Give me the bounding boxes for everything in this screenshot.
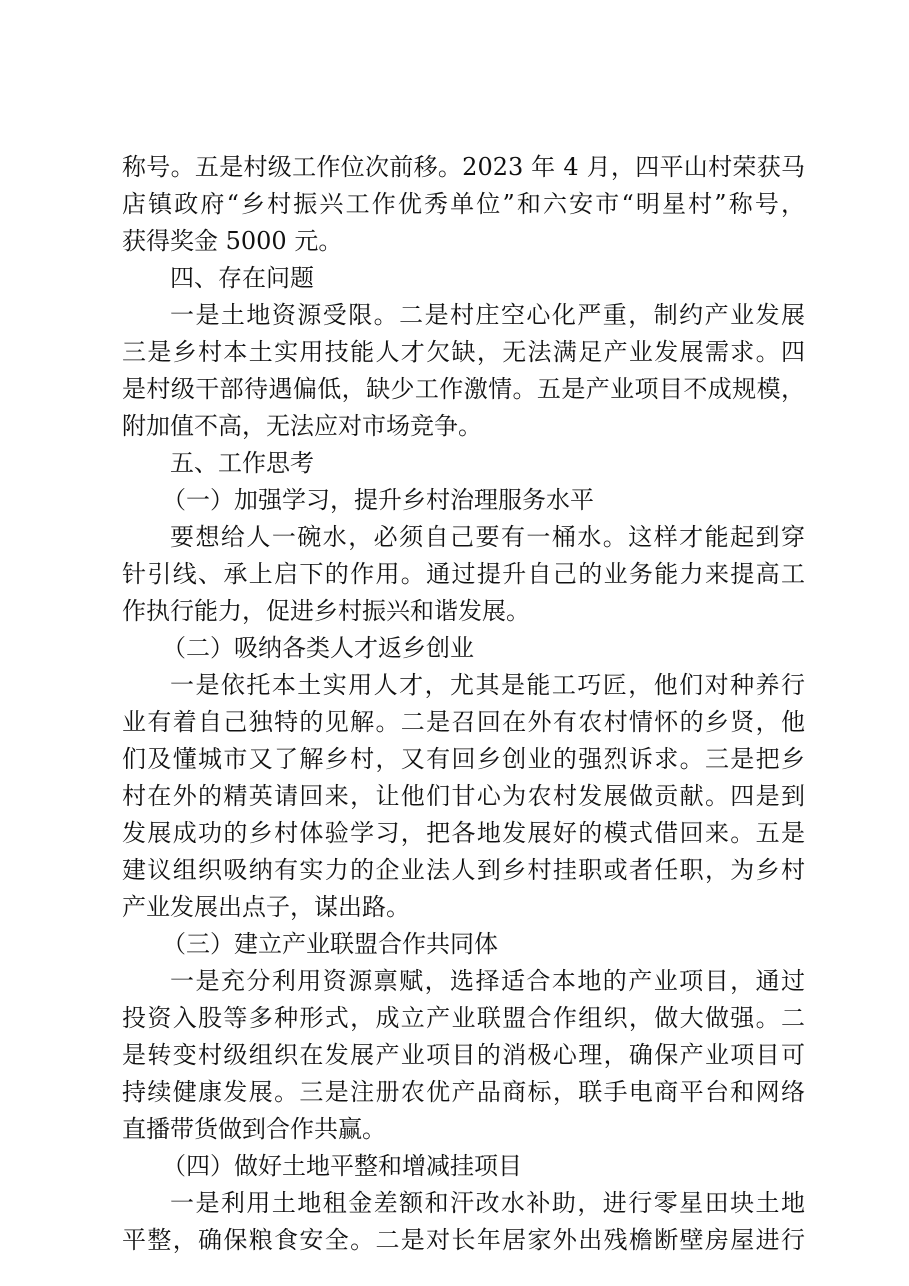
subsection-heading: （三）建立产业联盟合作共同体 [162,930,498,958]
subsection-heading: （一）加强学习，提升乡村治理服务水平 [162,486,594,514]
paragraph-line: 作执行能力，促进乡村振兴和谐发展。 [122,597,530,625]
paragraph-line: 要想给人一碗水，必须自己要有一桶水。这样才能起到穿 [170,523,805,551]
paragraph-line: 称号。五是村级工作位次前移。2023 年 4 月，四平山村荣获马 [122,153,805,181]
paragraph-line: 一是依托本土实用人才，尤其是能工巧匠，他们对种养行 [170,671,805,699]
paragraph-line: 发展成功的乡村体验学习，把各地发展好的模式借回来。五是 [122,819,805,847]
paragraph-line: 一是充分利用资源禀赋，选择适合本地的产业项目，通过 [170,967,805,995]
paragraph-line: 投资入股等多种形式，成立产业联盟合作组织，做大做强。二 [122,1004,805,1032]
section-heading: 四、存在问题 [170,264,314,292]
paragraph-line: 是村级干部待遇偏低，缺少工作激情。五是产业项目不成规模， [122,375,805,403]
document-body [122,149,805,1259]
paragraph-line: 产业发展出点子，谋出路。 [122,893,410,921]
paragraph-line: 是转变村级组织在发展产业项目的消极心理，确保产业项目可 [122,1041,805,1069]
paragraph-line: 平整，确保粮食安全。二是对长年居家外出残檐断壁房屋进行 [122,1226,805,1254]
paragraph-line: 店镇政府“乡村振兴工作优秀单位”和六安市“明星村”称号， [122,190,805,218]
paragraph-line: 村在外的精英请回来，让他们甘心为农村发展做贡献。四是到 [122,782,805,810]
section-heading: 五、工作思考 [170,449,314,477]
paragraph-line: 一是土地资源受限。二是村庄空心化严重，制约产业发展 [170,301,805,329]
paragraph-line: 持续健康发展。三是注册农优产品商标，联手电商平台和网络 [122,1078,805,1106]
paragraph-line: 业有着自己独特的见解。二是召回在外有农村情怀的乡贤，他 [122,708,805,736]
paragraph-line: 们及懂城市又了解乡村，又有回乡创业的强烈诉求。三是把乡 [122,745,805,773]
paragraph-line: 三是乡村本土实用技能人才欠缺，无法满足产业发展需求。四 [122,338,805,366]
paragraph-line: 直播带货做到合作共赢。 [122,1115,386,1143]
paragraph-line: 一是利用土地租金差额和汗改水补助，进行零星田块土地 [170,1189,805,1217]
subsection-heading: （二）吸纳各类人才返乡创业 [162,634,474,662]
paragraph-line: 附加值不高，无法应对市场竞争。 [122,412,482,440]
subsection-heading: （四）做好土地平整和增减挂项目 [162,1152,522,1180]
paragraph-line: 针引线、承上启下的作用。通过提升自己的业务能力来提高工 [122,560,805,588]
paragraph-line: 建议组织吸纳有实力的企业法人到乡村挂职或者任职，为乡村 [122,856,805,884]
paragraph-line: 获得奖金 5000 元。 [122,227,343,255]
